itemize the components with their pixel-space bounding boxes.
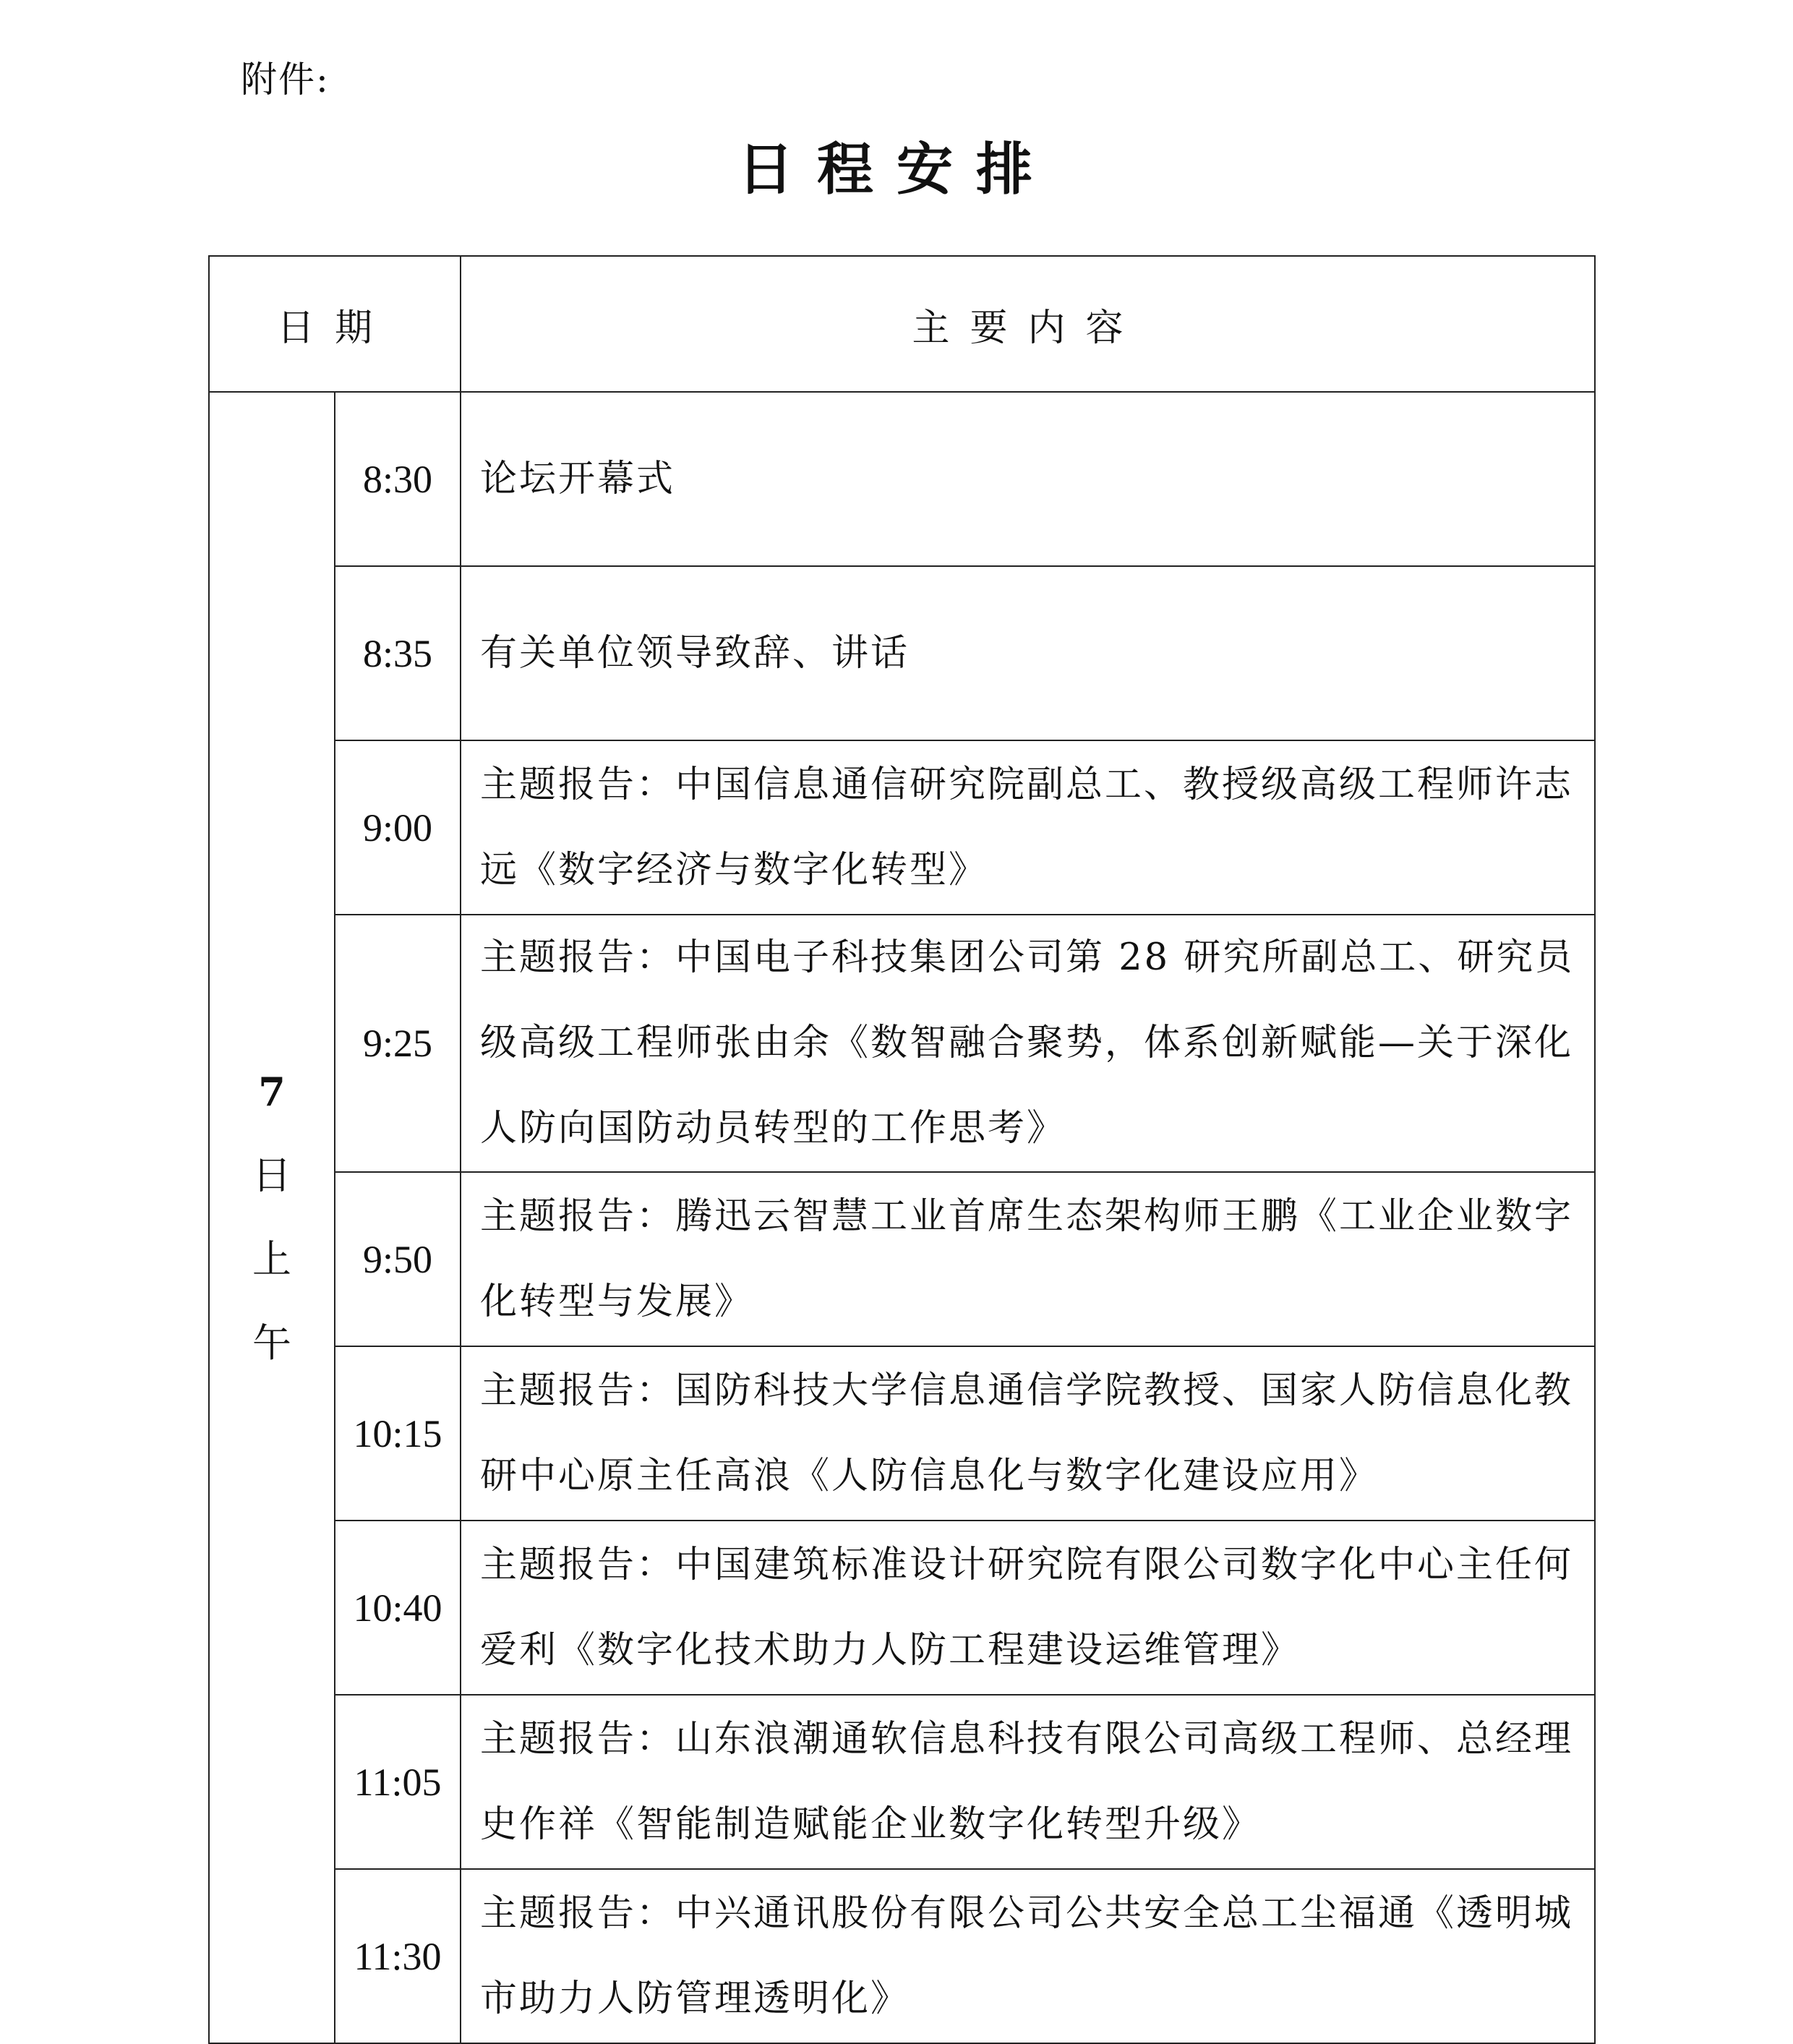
time-cell: 9:00 <box>335 740 461 915</box>
date-group-cell <box>209 392 335 2043</box>
date-period-char-1: 上 <box>252 1236 291 1282</box>
content-cell: 主题报告：中国信息通信研究院副总工、教授级高级工程师许志远《数字经济与数字化转型》 <box>461 740 1595 915</box>
date-day-char: 日 <box>252 1153 291 1198</box>
time-cell: 9:50 <box>335 1172 461 1346</box>
schedule-table <box>208 255 1596 2044</box>
page-title: 日程安排 <box>737 137 1056 202</box>
table-row <box>209 1695 1595 1869</box>
table-row <box>209 1869 1595 2043</box>
time-cell: 10:40 <box>335 1521 461 1695</box>
time-cell: 8:35 <box>335 566 461 740</box>
content-cell: 主题报告：中国建筑标准设计研究院有限公司数字化中心主任何爱利《数字化技术助力人防工程建设运维管理》 <box>461 1521 1595 1695</box>
header-content: 主要内容 <box>461 256 1595 392</box>
content-cell: 有关单位领导致辞、讲话 <box>461 566 1595 740</box>
date-period-char-2: 午 <box>252 1320 291 1366</box>
content-cell: 主题报告：国防科技大学信息通信学院教授、国家人防信息化教研中心原主任高浪《人防信息化与数字化建设应用》 <box>461 1346 1595 1521</box>
table-row <box>209 392 1595 566</box>
time-cell: 11:05 <box>335 1695 461 1869</box>
content-cell: 论坛开幕式 <box>461 392 1595 566</box>
date-day-number: 7 <box>258 1069 286 1115</box>
table-row <box>209 1521 1595 1695</box>
header-date: 日期 <box>209 256 461 392</box>
content-cell: 主题报告：中兴通讯股份有限公司公共安全总工尘福通《透明城市助力人防管理透明化》 <box>461 1869 1595 2043</box>
content-cell: 主题报告：山东浪潮通软信息科技有限公司高级工程师、总经理史作祥《智能制造赋能企业数字化转型升级》 <box>461 1695 1595 1869</box>
time-cell: 11:30 <box>335 1869 461 2043</box>
time-cell: 10:15 <box>335 1346 461 1521</box>
content-cell: 主题报告：中国电子科技集团公司第 28 研究所副总工、研究员级高级工程师张由余《数智融合聚势，体系创新赋能—关于深化人防向国防动员转型的工作思考》 <box>461 915 1595 1172</box>
table-header-row <box>209 256 1595 392</box>
attachment-label: 附件: <box>241 59 330 101</box>
table-row <box>209 1346 1595 1521</box>
table-row <box>209 566 1595 740</box>
table-row <box>209 1172 1595 1346</box>
content-cell: 主题报告：腾迅云智慧工业首席生态架构师王鹏《工业企业数字化转型与发展》 <box>461 1172 1595 1346</box>
table-row <box>209 740 1595 915</box>
table-row <box>209 915 1595 1172</box>
time-cell: 9:25 <box>335 915 461 1172</box>
time-cell: 8:30 <box>335 392 461 566</box>
